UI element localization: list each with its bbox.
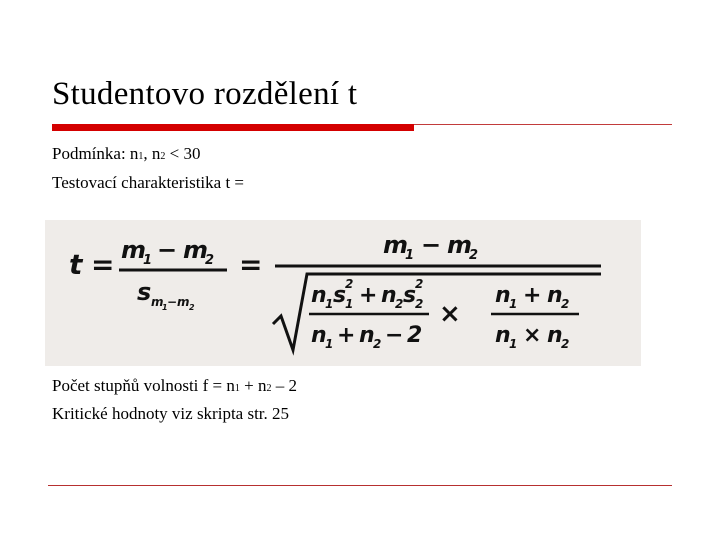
f2-num-m1-sub: 1 xyxy=(405,248,415,263)
title-rule-thin xyxy=(414,124,672,125)
in1d-n2: n xyxy=(359,323,375,348)
in2-n1: n xyxy=(495,283,511,308)
f1-den-sub-m: m xyxy=(151,295,164,309)
in1-s2-sub: 2 xyxy=(415,297,424,311)
in1-s1: s xyxy=(333,283,347,308)
in1-s2: s xyxy=(403,283,417,308)
formula-eq-2: = xyxy=(239,248,263,281)
slide-title: Studentovo rozdělení t xyxy=(52,76,358,112)
in2-n2-sub: 2 xyxy=(561,297,570,311)
in1d-n1: n xyxy=(311,323,327,348)
in2-plus: + xyxy=(523,283,542,308)
in1d-n2-sub: 2 xyxy=(373,337,382,351)
in1d-minus: − xyxy=(385,323,404,348)
f1-num-m2-sub: 2 xyxy=(205,253,215,268)
in2d-n1-sub: 1 xyxy=(509,337,518,351)
formula-t: t xyxy=(69,248,83,281)
f1-num-m1: m xyxy=(121,236,147,264)
formula-image xyxy=(45,220,641,366)
critical-values-line: Kritické hodnoty viz skripta str. 25 xyxy=(52,404,290,423)
f1-num-minus: − xyxy=(157,236,178,264)
in1-s2-sq: 2 xyxy=(415,277,424,291)
f1-den-sub-dash: −m xyxy=(167,295,190,309)
in2d-n2-sub: 2 xyxy=(561,337,570,351)
in1-n2-sub: 2 xyxy=(395,297,404,311)
f2-num-m2: m xyxy=(447,231,473,259)
f2-num-m2-sub: 2 xyxy=(469,248,479,263)
f2-num-minus: − xyxy=(421,231,442,259)
f1-num-m2: m xyxy=(183,236,209,264)
in1d-n1-sub: 1 xyxy=(325,337,334,351)
in1-n1-sub: 1 xyxy=(325,297,334,311)
in1-plus: + xyxy=(359,283,378,308)
formula-eq-1: = xyxy=(91,248,115,281)
f1-num-m1-sub: 1 xyxy=(143,253,153,268)
times-sign: × xyxy=(439,299,461,329)
f1-den-s: s xyxy=(137,278,152,306)
in2-n2: n xyxy=(547,283,563,308)
bottom-rule xyxy=(48,485,672,486)
t-test-formula xyxy=(45,220,641,366)
in1-s1-sub: 1 xyxy=(345,297,354,311)
title-rule-red xyxy=(52,124,414,131)
in2-n1-sub: 1 xyxy=(509,297,518,311)
in2d-n1: n xyxy=(495,323,511,348)
condition-line: Podmínka: n1, n2 < 30 xyxy=(52,144,201,163)
in1-n2: n xyxy=(381,283,397,308)
f1-den-sub-1: 1 xyxy=(162,303,168,312)
f1-den-sub-2: 2 xyxy=(189,303,195,312)
degrees-of-freedom-line: Počet stupňů volnosti f = n1 + n2 – 2 xyxy=(52,376,297,395)
in1d-plus: + xyxy=(337,323,356,348)
in1-s1-sq: 2 xyxy=(345,277,354,291)
in1d-two: 2 xyxy=(407,323,423,348)
in2d-n2: n xyxy=(547,323,563,348)
in1-n1: n xyxy=(311,283,327,308)
f2-num-m1: m xyxy=(383,231,409,259)
in2d-times: × xyxy=(523,323,542,348)
test-statistic-line: Testovací charakteristika t = xyxy=(52,173,245,192)
